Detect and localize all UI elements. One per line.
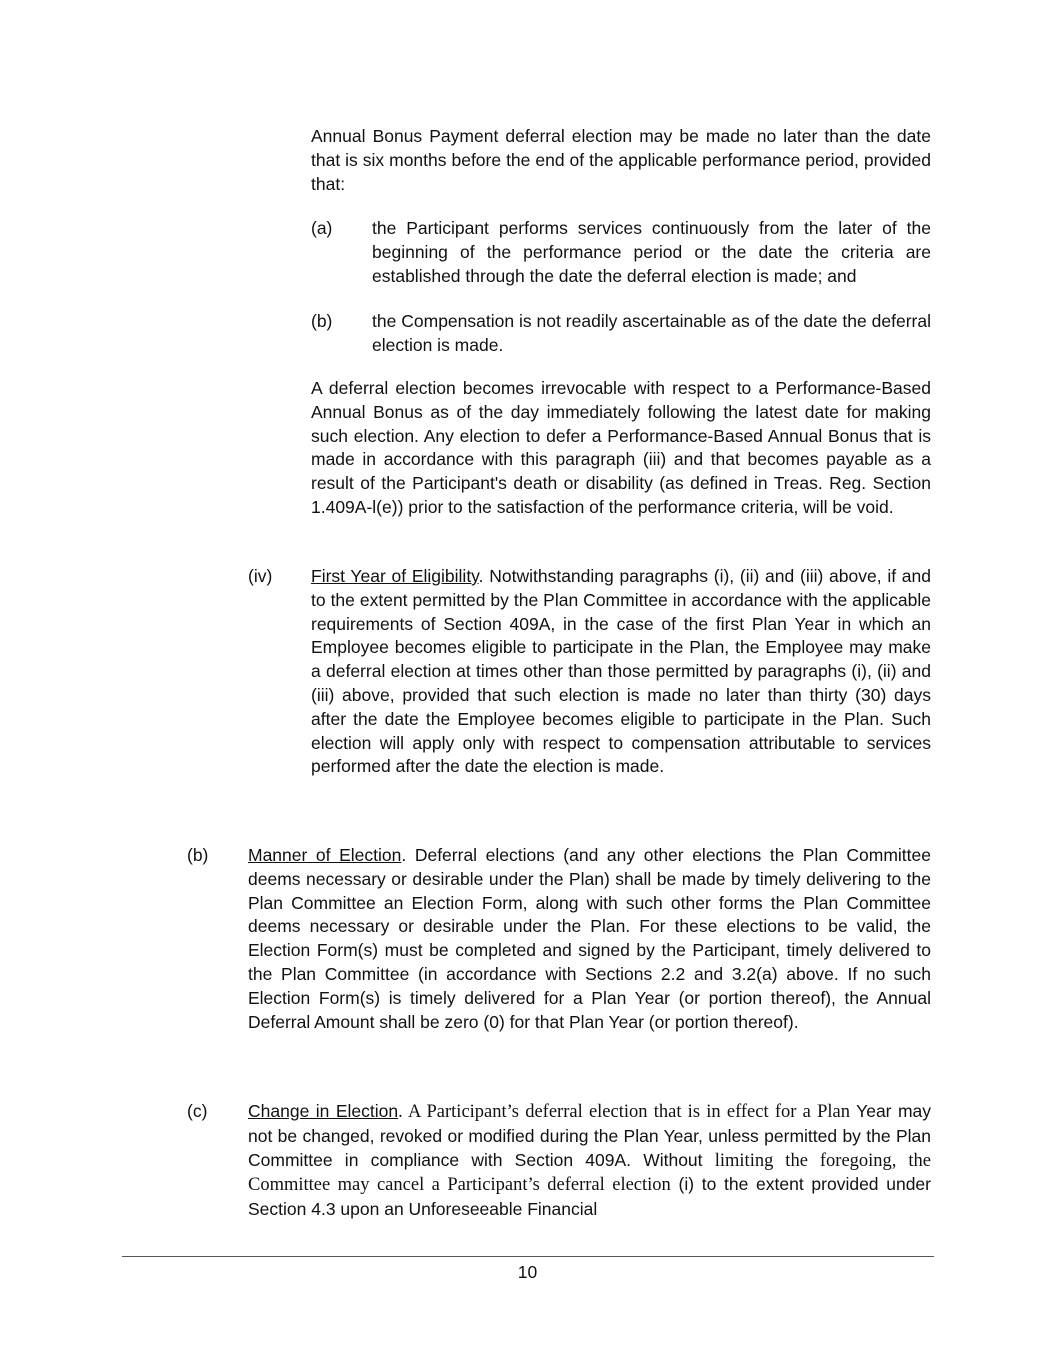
intro-paragraph: Annual Bonus Payment deferral election may be made no later than the date that is six months before the end of the applicable performance period, provided that: (311, 126, 931, 194)
footer-rule (122, 1256, 934, 1257)
section-b-paragraph (248, 844, 931, 1034)
section-c-heading: Change in Election (248, 1101, 399, 1121)
condition-b-label: (b) (311, 311, 333, 331)
condition-a-text: the Participant performs services continuously from the later of the beginning of the performance period or the date the criteria are established through the date the deferral election is made; and (372, 218, 931, 286)
section-iv-paragraph (311, 565, 931, 779)
irrevocable-paragraph: A deferral election becomes irrevocable with respect to a Performance-Based Annual Bonus as of the day immediately following the latest date for making such election. Any election to defer a Performance-Based Annual Bonus that is made in accordance with this paragraph (iii) and that becomes payable as a result of the Participant's death or disability (as defined in Treas. Reg. Section 1.409A-l(e)) prior to the satisfaction of the performance criteria, will be void. (311, 378, 931, 517)
section-c-text-2: Year may not be changed, revoked or modified during the Plan Year, unless permitted by the Plan Committee in compliance with Section 409A. Without (248, 1101, 932, 1170)
section-c-label: (c) (187, 1101, 208, 1121)
section-c-text-3: limiting the foregoing, the Committee may cancel a Participant’s deferral election (248, 1150, 931, 1196)
page-number: 10 (517, 1262, 538, 1282)
section-c-text-1: . A Participant’s deferral election that is in effect for a Plan (398, 1102, 850, 1122)
section-c-paragraph (248, 1100, 931, 1222)
section-b-text: . Deferral elections (and any other elections the Plan Committee deems necessary or desirable under the Plan) shall be made by timely delivering to the Plan Committee an Election Form, along with such other forms the Plan Committee deems necessary or desirable under the Plan. For these elections to be valid, the Election Form(s) must be completed and signed by the Participant, timely delivered to the Plan Committee (in accordance with Sections 2.2 and 3.2(a) above. If no such Election Form(s) is timely delivered for a Plan Year (or portion thereof), the Annual Deferral Amount shall be zero (0) for that Plan Year (or portion thereof). (248, 845, 931, 1032)
condition-a-label: (a) (311, 218, 333, 238)
section-b-heading: Manner of Election (248, 845, 402, 865)
section-b-label: (b) (187, 845, 209, 865)
condition-b-text: the Compensation is not readily ascertainable as of the date the deferral election is made. (372, 311, 931, 355)
section-iv-label: (iv) (248, 566, 273, 586)
section-iv-text: . Notwithstanding paragraphs (i), (ii) and (iii) above, if and to the extent permitted by the Plan Committee in accordance with the applicable requirements of Section 409A, in the case of the first Plan Year in which an Employee becomes eligible to participate in the Plan, the Employee may make a deferral election at times other than those permitted by paragraphs (i), (ii) and (iii) above, provided that such election is made no later than thirty (30) days after the date the Employee becomes eligible to participate in the Plan. Such election will apply only with respect to compensation attributable to services performed after the date the election is made. (311, 566, 931, 777)
section-iv-heading: First Year of Eligibility (311, 566, 479, 586)
section-c-text-4: (i) to the extent provided under Section 4.3 upon an Unforeseeable Financial (248, 1174, 931, 1220)
